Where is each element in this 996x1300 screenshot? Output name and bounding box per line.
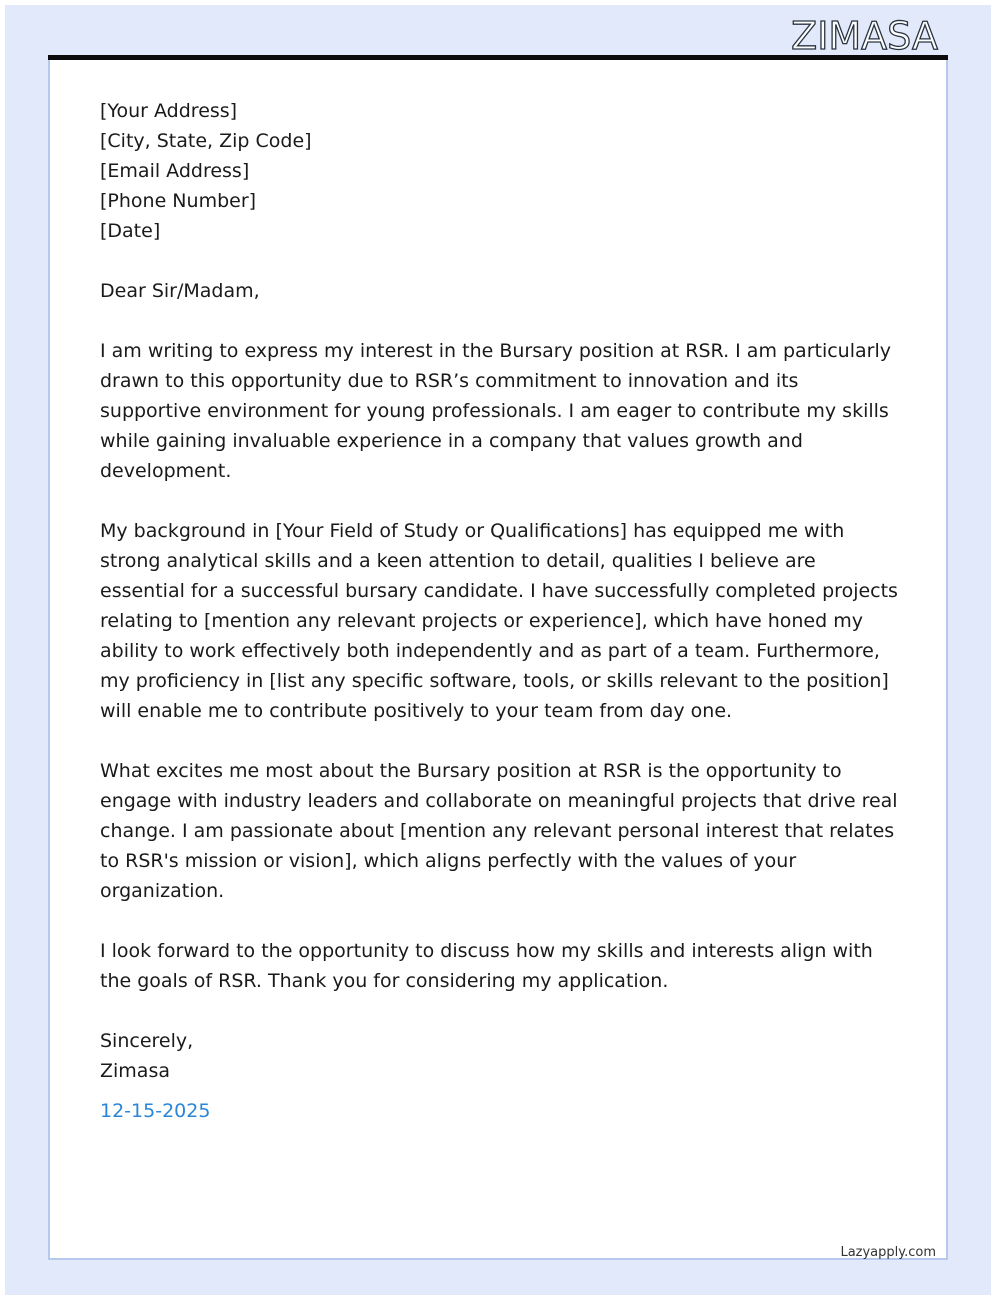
letter-body — [100, 96, 900, 1126]
paragraph-intro: I am writing to express my interest in the Bursary position at RSR. I am particularly drawn to this opportunity due to RSR’s commitment to innovation and its supportive environment for young professionals. I am eager to contribute my skills while gaining invaluable experience in a company that values growth and development. — [100, 340, 891, 482]
salutation: Dear Sir/Madam, — [100, 280, 260, 302]
sender-email: [Email Address] — [100, 160, 250, 182]
signoff: Sincerely, — [100, 1030, 194, 1052]
sender-city: [City, State, Zip Code] — [100, 130, 312, 152]
paragraph-closing: I look forward to the opportunity to discuss how my skills and interests align with the goals of RSR. Thank you for considering my application. — [100, 940, 873, 992]
signature-date-link[interactable]: 12-15-2025 — [100, 1100, 211, 1122]
footer-site-link[interactable]: Lazyapply.com — [840, 1245, 936, 1260]
sender-address: [Your Address] — [100, 100, 238, 122]
paragraph-background: My background in [Your Field of Study or Qualifications] has equipped me with strong analytical skills and a keen attention to detail, qualities I believe are essential for a successful bursary candidate. I have successfully completed projects relating to [mention any relevant projects or experience], which have honed my ability to work effectively both independently and as part of a team. Furthermore, my proficiency in [list any specific software, tools, or skills relevant to the position] will enable me to contribute positively to your team from day one. — [100, 520, 898, 722]
signer-name: Zimasa — [100, 1060, 170, 1082]
paragraph-motivation: What excites me most about the Bursary position at RSR is the opportunity to engage with industry leaders and collaborate on meaningful projects that drive real change. I am passionate about [mention any relevant personal interest that relates to RSR's mission or vision], which aligns perfectly with the values of your organization. — [100, 760, 898, 902]
sender-phone: [Phone Number] — [100, 190, 257, 212]
letter-date: [Date] — [100, 220, 161, 242]
brand-logo: ZIMASA — [791, 14, 938, 58]
